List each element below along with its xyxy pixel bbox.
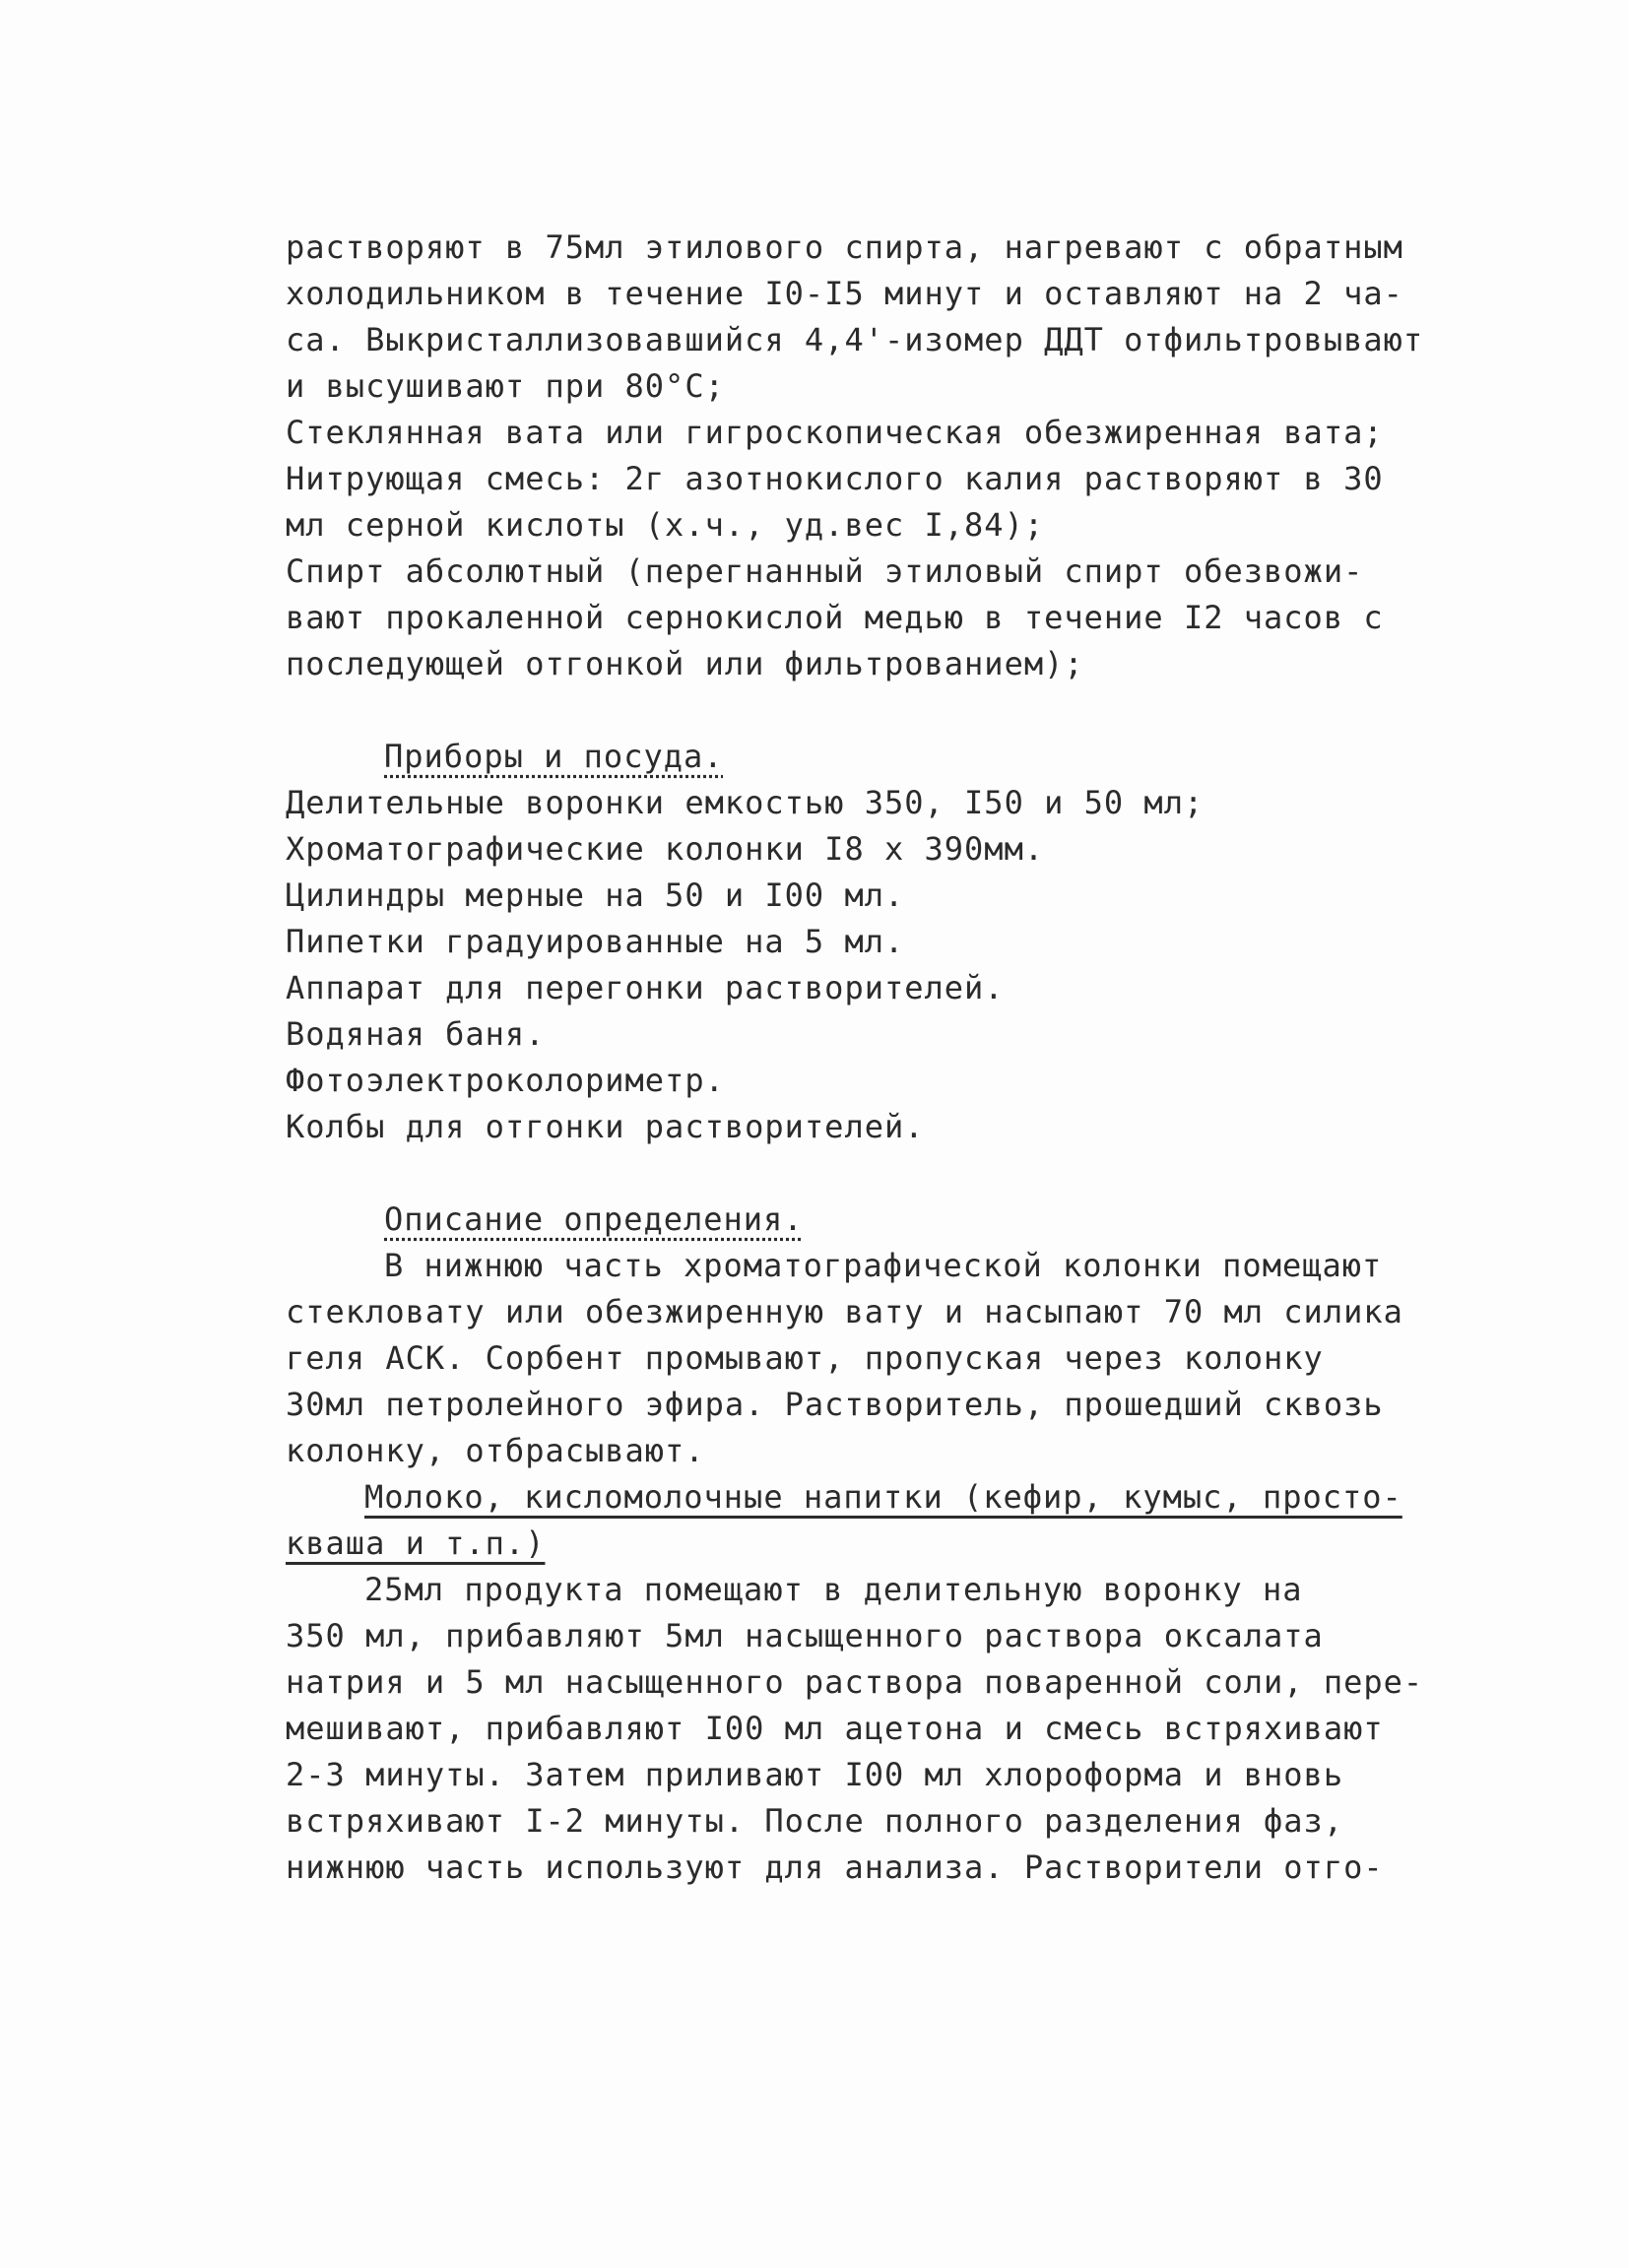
- text-line: нижнюю часть используют для анализа. Растворители отго-: [286, 1848, 1384, 1886]
- text-line: Нитрующая смесь: 2г азотнокислого калия растворяют в 30: [286, 460, 1384, 497]
- text-line: Стеклянная вата или гигроскопическая обезжиренная вата;: [286, 414, 1384, 451]
- text-line: колонку, отбрасывают.: [286, 1432, 705, 1469]
- milk-heading: Молоко, кисломолочные напитки (кефир, кумыс, просто-: [364, 1478, 1402, 1516]
- description-heading: Описание определения.: [384, 1200, 804, 1238]
- milk-heading-continued: кваша и т.п.): [286, 1524, 546, 1562]
- text-line: 30мл петролейного эфира. Растворитель, прошедший сквозь: [286, 1386, 1384, 1423]
- text-line: Спирт абсолютный (перегнанный этиловый спирт обезвожи-: [286, 552, 1364, 590]
- text-line: вают прокаленной сернокислой медью в течение I2 часов с: [286, 599, 1384, 636]
- text-line: В нижнюю часть хроматографической колонки помещают: [384, 1247, 1383, 1284]
- text-line: натрия и 5 мл насыщенного раствора поваренной соли, пере-: [286, 1663, 1424, 1701]
- spacer: [286, 687, 1379, 734]
- equipment-heading: Приборы и посуда.: [384, 738, 724, 775]
- text-line: геля АСК. Сорбент промывают, пропуская через колонку: [286, 1339, 1324, 1377]
- text-line: холодильником в течение I0-I5 минут и оставляют на 2 ча-: [286, 275, 1403, 312]
- text-line: мл серной кислоты (х.ч., уд.вес I,84);: [286, 506, 1045, 544]
- equipment-item: Делительные воронки емкостью 350, I50 и 50 мл;: [286, 784, 1205, 821]
- text-line: са. Выкристаллизовавшийся 4,4'-изомер ДДТ отфильтровывают: [286, 321, 1424, 358]
- text-line: стекловату или обезжиренную вату и насыпают 70 мл силика: [286, 1293, 1403, 1330]
- text-line: 25мл продукта помещают в делительную воронку на: [364, 1571, 1303, 1608]
- equipment-item: Хроматографические колонки I8 х 390мм.: [286, 830, 1045, 868]
- equipment-item: Фотоэлектроколориметр.: [286, 1062, 725, 1099]
- equipment-item: Колбы для отгонки растворителей.: [286, 1108, 925, 1145]
- equipment-item: Цилиндры мерные на 50 и I00 мл.: [286, 876, 905, 914]
- text-line: мешивают, прибавляют I00 мл ацетона и смесь встряхивают: [286, 1710, 1384, 1747]
- text-line: 2-3 минуты. Затем приливают I00 мл хлороформа и вновь: [286, 1756, 1344, 1793]
- equipment-item: Аппарат для перегонки растворителей.: [286, 969, 1005, 1006]
- text-line: и высушивают при 80°С;: [286, 367, 725, 405]
- equipment-item: Водяная баня.: [286, 1015, 546, 1053]
- text-line: встряхивают I-2 минуты. После полного разделения фаз,: [286, 1802, 1344, 1840]
- equipment-item: Пипетки градуированные на 5 мл.: [286, 923, 905, 960]
- text-line: последующей отгонкой или фильтрованием);: [286, 645, 1084, 682]
- document-text: [286, 225, 1424, 1891]
- text-line: растворяют в 75мл этилового спирта, нагревают с обратным: [286, 228, 1403, 266]
- text-line: 350 мл, прибавляют 5мл насыщенного раствора оксалата: [286, 1617, 1324, 1654]
- spacer: [286, 1150, 1379, 1197]
